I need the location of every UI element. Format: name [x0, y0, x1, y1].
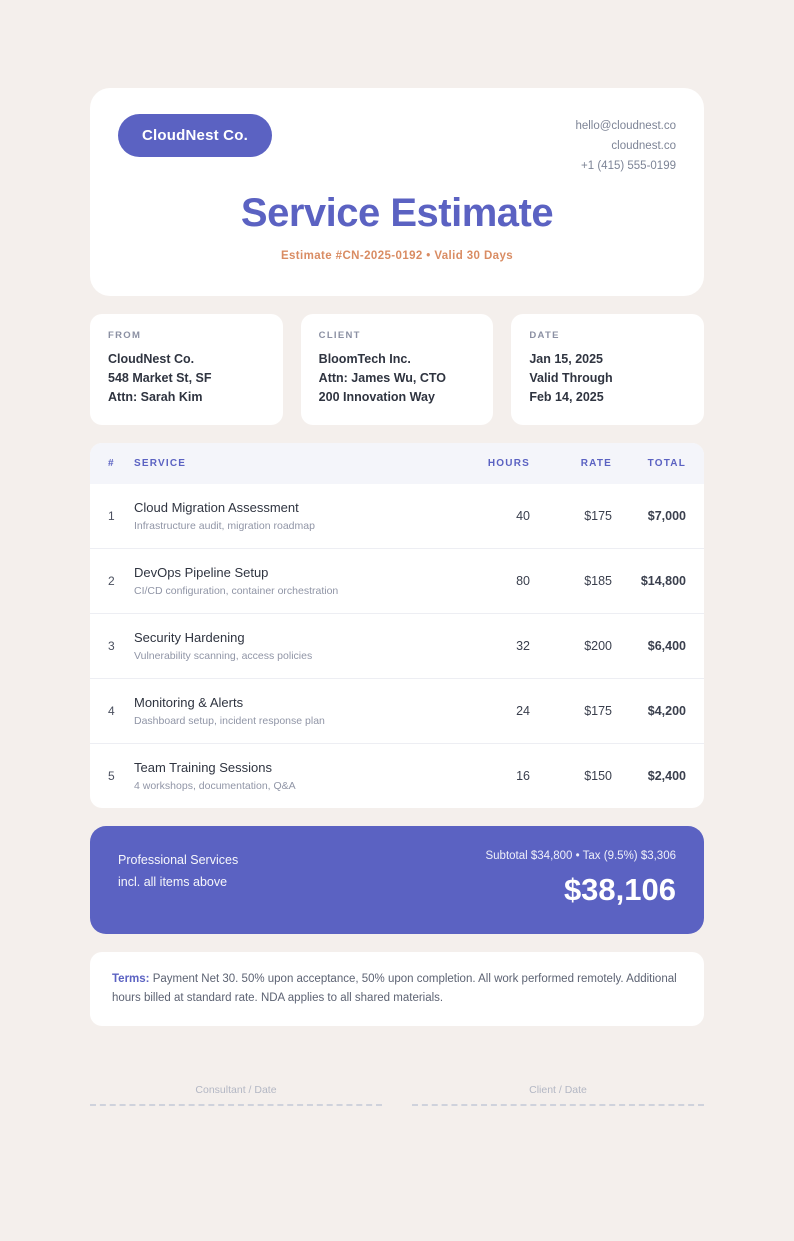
col-header-service: SERVICE: [130, 443, 438, 484]
row-hours: 80: [516, 574, 530, 588]
contact-block: [575, 116, 676, 176]
col-header-hours: HOURS: [438, 443, 530, 484]
summary-line-2: incl. all items above: [118, 874, 228, 889]
col-header-number: #: [90, 443, 130, 484]
date-line-1: Jan 15, 2025: [529, 352, 604, 366]
table-row: [90, 484, 704, 549]
contact-website: cloudnest.co: [611, 140, 676, 153]
table-row: [90, 679, 704, 744]
contact-phone: +1 (415) 555-0199: [581, 160, 676, 173]
signature-row: [90, 1084, 704, 1146]
signature-label-client: Client / Date: [529, 1083, 587, 1096]
row-service: [130, 744, 438, 809]
signature-label-consultant: Consultant / Date: [195, 1083, 277, 1096]
info-card-date: [511, 314, 704, 425]
info-label-client: CLIENT: [318, 330, 361, 341]
terms-text: Payment Net 30. 50% upon acceptance, 50% upon completion. All work performed remotely. Additional hours billed at standard rate. NDA applies to all shared materials.: [112, 973, 677, 1004]
summary-panel: [90, 826, 704, 934]
info-card-client: [301, 314, 494, 425]
signature-line-consultant: [90, 1104, 382, 1106]
row-service-name: Monitoring & Alerts: [134, 695, 244, 710]
info-cards: [90, 314, 704, 425]
page-title: Service Estimate: [240, 191, 554, 235]
row-service: [130, 679, 438, 744]
row-service-desc: Infrastructure audit, migration roadmap: [134, 520, 315, 532]
row-service: [130, 484, 438, 549]
client-line-3: 200 Innovation Way: [318, 390, 435, 404]
from-line-1: CloudNest Co.: [108, 352, 195, 366]
col-header-total: TOTAL: [612, 443, 704, 484]
row-hours: 16: [516, 769, 530, 783]
terms-card: [90, 952, 704, 1026]
row-hours: 32: [516, 639, 530, 653]
row-total: $4,200: [647, 704, 686, 718]
contact-email: hello@cloudnest.co: [575, 120, 676, 132]
from-line-3: Attn: Sarah Kim: [108, 390, 203, 404]
row-rate: $175: [584, 704, 612, 718]
row-rate: $200: [584, 639, 612, 653]
row-hours: 24: [516, 704, 530, 718]
summary-line-1: Professional Services: [118, 853, 239, 867]
table-row: [90, 614, 704, 679]
row-hours: 40: [516, 509, 530, 523]
row-number: 2: [108, 574, 115, 588]
grand-total: $38,106: [563, 872, 676, 907]
row-service-name: Cloud Migration Assessment: [134, 500, 299, 515]
row-total: $6,400: [647, 639, 686, 653]
row-rate: $150: [584, 769, 612, 783]
signature-line-client: [412, 1104, 704, 1106]
row-service-name: Security Hardening: [134, 630, 245, 645]
row-service-name: DevOps Pipeline Setup: [134, 565, 269, 580]
summary-subtotal-tax: Subtotal $34,800 • Tax (9.5%) $3,306: [485, 850, 676, 862]
info-label-date: DATE: [529, 330, 560, 341]
row-number: 1: [108, 509, 115, 523]
table-row: [90, 744, 704, 809]
line-items-table: [90, 443, 704, 808]
table-header-row: [90, 443, 704, 484]
terms-label: Terms:: [112, 973, 150, 985]
client-line-1: BloomTech Inc.: [318, 352, 411, 366]
row-number: 5: [108, 769, 115, 783]
header-card: [90, 88, 704, 296]
row-total: $2,400: [647, 769, 686, 783]
row-rate: $175: [584, 509, 612, 523]
date-line-2: Valid Through: [529, 371, 613, 385]
client-line-2: Attn: James Wu, CTO: [318, 371, 447, 385]
row-number: 3: [108, 639, 115, 653]
date-line-3: Feb 14, 2025: [529, 390, 604, 404]
estimate-meta: Estimate #CN-2025-0192 • Valid 30 Days: [280, 250, 514, 262]
info-label-from: FROM: [108, 330, 142, 341]
row-total: $7,000: [647, 509, 686, 523]
row-service-desc: Dashboard setup, incident response plan: [134, 715, 325, 727]
info-card-from: [90, 314, 283, 425]
table-row: [90, 549, 704, 614]
row-number: 4: [108, 704, 115, 718]
row-service-desc: Vulnerability scanning, access policies: [134, 650, 313, 662]
row-rate: $185: [584, 574, 612, 588]
signature-consultant: [90, 1084, 382, 1106]
row-total: $14,800: [640, 574, 686, 588]
company-logo-badge: CloudNest Co.: [118, 114, 272, 157]
from-line-2: 548 Market St, SF: [108, 371, 212, 385]
row-service-desc: CI/CD configuration, container orchestration: [134, 585, 339, 597]
row-service-desc: 4 workshops, documentation, Q&A: [134, 780, 296, 792]
row-service: [130, 614, 438, 679]
col-header-rate: RATE: [530, 443, 612, 484]
summary-description: [118, 850, 238, 894]
row-service: [130, 549, 438, 614]
signature-client: [412, 1084, 704, 1106]
row-service-name: Team Training Sessions: [134, 760, 273, 775]
summary-totals: [485, 850, 676, 908]
